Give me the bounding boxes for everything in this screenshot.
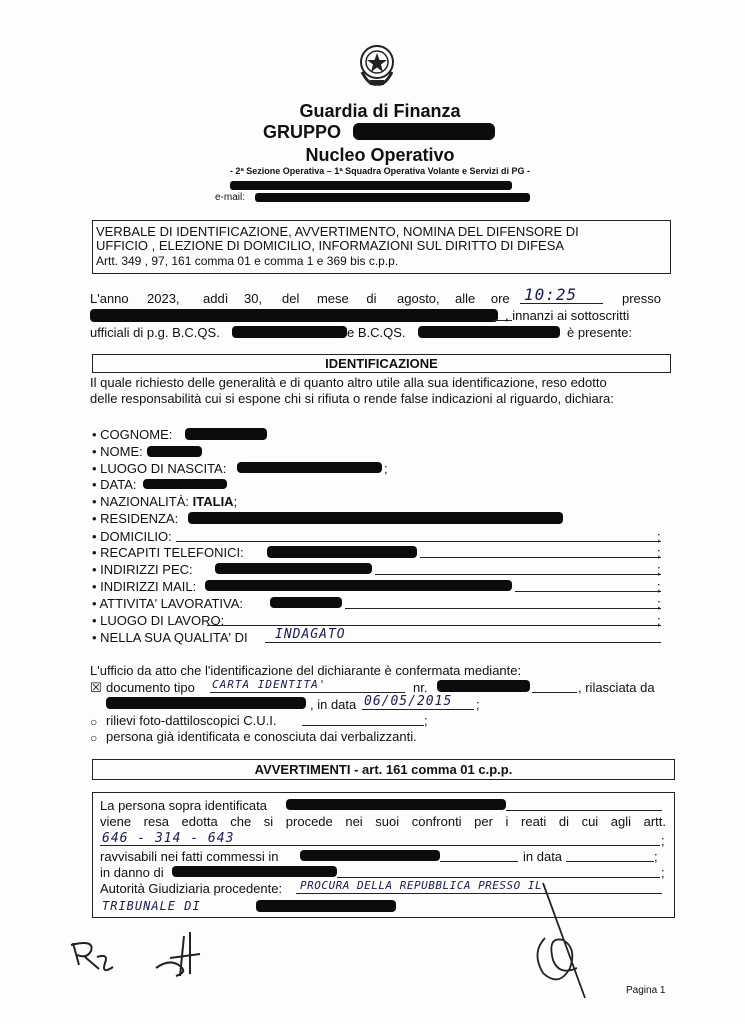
conferma-nr: nr. bbox=[413, 680, 428, 695]
field-cognome: • COGNOME: bbox=[92, 427, 173, 442]
field-nazionalita: • NAZIONALITÀ: ITALIA; bbox=[92, 494, 238, 509]
authority-handwritten: PROCURA DELLA REPUBBLICA PRESSO IL bbox=[300, 879, 543, 892]
intro-ufficiali: ufficiali di p.g. B.C.QS. bbox=[90, 325, 220, 340]
intro-month: agosto, bbox=[397, 291, 440, 306]
avvertimenti-l2: viene resa edotta che si procede nei suoi confronti per i reati di cui agli artt. bbox=[100, 814, 666, 829]
intro-presente: è presente: bbox=[567, 325, 633, 340]
intro-line2-tail: , innanzi ai sottoscritti bbox=[505, 308, 630, 323]
avvertimenti-l4: ravvisabili nei fatti commessi in bbox=[100, 849, 279, 864]
intro-year: 2023, bbox=[147, 291, 180, 306]
org-name: Guardia di Finanza bbox=[299, 101, 461, 121]
articles-handwritten: 646 - 314 - 643 bbox=[102, 831, 235, 846]
field-mail: • INDIRIZZI MAIL: bbox=[92, 579, 197, 594]
avvertimenti-l6: Autorità Giudiziaria procedente: bbox=[100, 881, 283, 896]
document-type: CARTA IDENTITA' bbox=[212, 678, 327, 691]
avvertimenti-in-data: in data bbox=[523, 849, 563, 864]
intro-time: 10:25 bbox=[524, 285, 578, 304]
avvertimenti-header: AVVERTIMENTI - art. 161 comma 01 c.p.p. bbox=[254, 762, 513, 777]
identificazione-text1: Il quale richiesto delle generalità e di quanto altro utile alla sua identificazione, reso edotto bbox=[90, 375, 607, 390]
intro-del-mese: del mese di bbox=[282, 291, 377, 306]
field-luogo-nascita: • LUOGO DI NASCITA: bbox=[92, 461, 227, 476]
conferma-opt3: persona già identificata e conosciuta dai verbalizzanti. bbox=[106, 729, 417, 744]
field-recapiti: • RECAPITI TELEFONICI: bbox=[92, 545, 244, 560]
unit-name: Nucleo Operativo bbox=[305, 145, 455, 165]
title-line1: VERBALE DI IDENTIFICAZIONE, AVVERTIMENTO, NOMINA DEL DIFENSORE DI bbox=[96, 224, 579, 239]
field-nome: • NOME: bbox=[92, 444, 143, 459]
identificazione-header: IDENTIFICAZIONE bbox=[325, 356, 438, 371]
field-qualita-value: INDAGATO bbox=[275, 627, 346, 642]
group-label: GRUPPO bbox=[263, 122, 342, 142]
conferma-opt1-check: ☒ bbox=[90, 680, 102, 695]
conferma-opt2-radio: ○ bbox=[90, 715, 98, 729]
republic-emblem bbox=[357, 42, 397, 88]
section-name: - 2ª Sezione Operativa – 1ª Squadra Operativa Volante e Servizi di PG - bbox=[229, 166, 531, 176]
signature-3 bbox=[525, 878, 595, 1008]
avvertimenti-l5: in danno di bbox=[100, 865, 164, 880]
signature-2 bbox=[150, 928, 210, 988]
conferma-opt1-label: documento tipo bbox=[106, 680, 195, 695]
field-data: • DATA: bbox=[92, 477, 137, 492]
intro-addi: addì bbox=[203, 291, 229, 306]
intro-presso: presso bbox=[622, 291, 662, 306]
tribunale-handwritten: TRIBUNALE DI bbox=[102, 899, 201, 913]
field-luogo-lavoro: • LUOGO DI LAVORO: bbox=[92, 613, 225, 628]
title-line2: UFFICIO , ELEZIONE DI DOMICILIO, INFORMAZIONI SUL DIRITTO DI DIFESA bbox=[96, 238, 565, 253]
signature-1 bbox=[65, 935, 125, 985]
identificazione-text2: delle responsabilità cui si espone chi si rifiuta o rende false indicazioni al riguardo, dichiara: bbox=[90, 391, 614, 406]
field-residenza: • RESIDENZA: bbox=[92, 511, 179, 526]
avvertimenti-l1: La persona sopra identificata bbox=[100, 798, 267, 813]
conferma-in-data: , in data bbox=[310, 697, 357, 712]
conferma-intro: L'ufficio da atto che l'identificazione del dichiarante è confermata mediante: bbox=[90, 663, 522, 678]
page-number: Pagina 1 bbox=[626, 985, 666, 996]
conferma-opt3-radio: ○ bbox=[90, 731, 98, 745]
intro-alle-ore: alle ore bbox=[455, 291, 510, 306]
intro-lanno: L'anno bbox=[90, 291, 129, 306]
field-pec: • INDIRIZZI PEC: bbox=[92, 562, 193, 577]
intro-bcqs: e B.C.QS. bbox=[347, 325, 406, 340]
title-line3: Artt. 349 , 97, 161 comma 01 e comma 1 e 369 bis c.p.p. bbox=[96, 254, 399, 268]
conferma-opt2: rilievi foto-dattiloscopici C.U.I. bbox=[106, 713, 277, 728]
intro-day: 30, bbox=[244, 291, 263, 306]
conferma-rilasciata: , rilasciata da bbox=[578, 680, 655, 695]
field-qualita: • NELLA SUA QUALITA' DI bbox=[92, 630, 248, 645]
document-date: 06/05/2015 bbox=[364, 694, 453, 709]
field-attivita: • ATTIVITA' LAVORATIVA: bbox=[92, 596, 244, 611]
email-label: e-mail: bbox=[215, 192, 246, 203]
field-domicilio: • DOMICILIO: bbox=[92, 529, 172, 544]
